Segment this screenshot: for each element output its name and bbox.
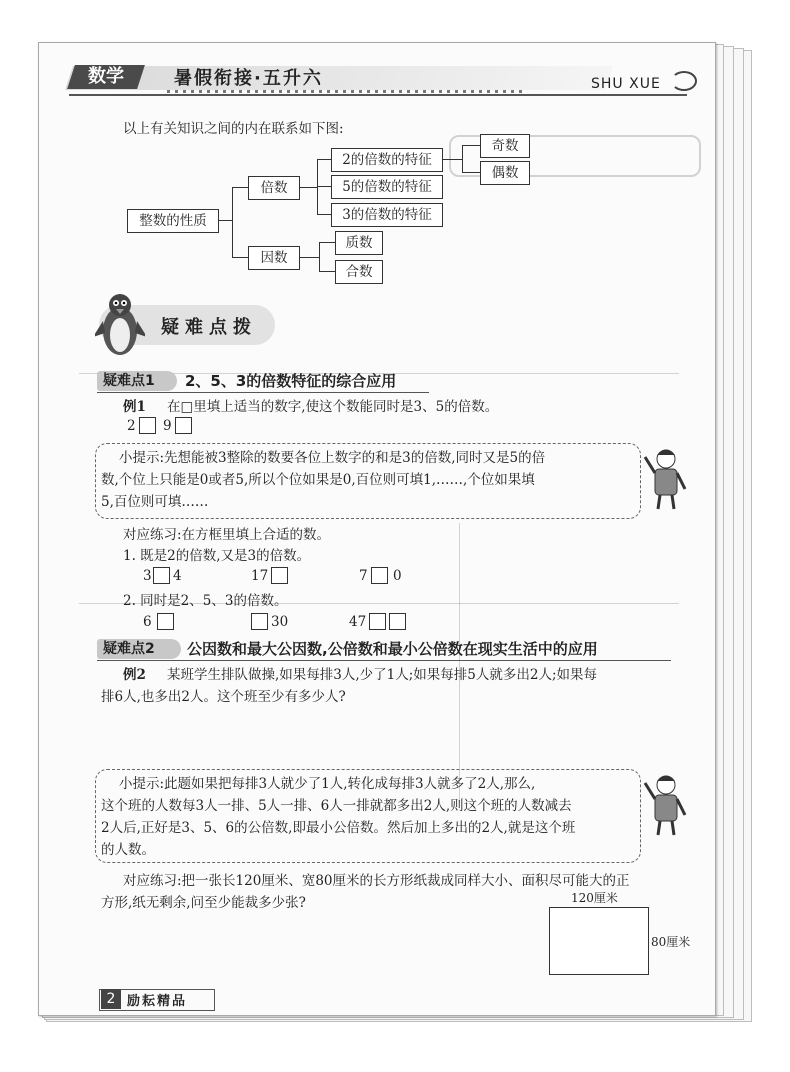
practice-digit: 30 (271, 614, 289, 630)
connector (299, 187, 317, 188)
pinyin-label: SHU XUE (591, 76, 661, 92)
example-line: 某班学生排队做操,如果每排3人,少了1人;如果每排5人就多出2人;如果每 (167, 667, 598, 683)
practice-question: 1. 既是2的倍数,又是3的倍数。 (123, 548, 311, 564)
connector (462, 145, 463, 173)
diagram-feature-3: 3的倍数的特征 (331, 203, 443, 227)
answer-box[interactable] (175, 417, 192, 434)
diagram-odd: 奇数 (480, 134, 530, 158)
connector (317, 186, 331, 187)
example-digit: 9 (163, 418, 172, 434)
teacher-illustration (643, 445, 689, 511)
connector (319, 242, 320, 272)
connector (232, 187, 233, 258)
diagram-prime: 质数 (335, 231, 383, 255)
practice-digit: 3 (143, 568, 152, 584)
hint-line: 小提示:先想能被3整除的数要各位上数字的和是3的倍数,同时又是5的倍 (119, 450, 546, 466)
subject-label: 数学 (88, 66, 124, 87)
answer-box[interactable] (271, 567, 288, 584)
intro-text: 以上有关知识之间的内在联系如下图: (123, 121, 344, 137)
diagram-factor: 因数 (248, 246, 300, 270)
connector (232, 187, 248, 188)
diagram-feature-2: 2的倍数的特征 (331, 148, 443, 172)
answer-box[interactable] (369, 613, 386, 630)
header-rule (69, 94, 687, 96)
book-title: 暑假衔接·五升六 (174, 68, 323, 89)
banner-label: 疑难点拨 (161, 317, 257, 338)
example-text-1: 在□里填上适当的数字,使这个数能同时是3、5的倍数。 (167, 399, 499, 415)
example-label-2: 例2 (123, 667, 146, 683)
practice-digit: 6 (143, 614, 152, 630)
connector (232, 257, 248, 258)
penguin-icon (95, 289, 145, 359)
connector (317, 159, 331, 160)
answer-box[interactable] (157, 613, 174, 630)
practice-digit: 17 (251, 568, 269, 584)
practice-digit: 7 (359, 568, 368, 584)
connector (319, 271, 335, 272)
practice-question: 2. 同时是2、5、3的倍数。 (123, 593, 288, 609)
section-title-1: 2、5、3的倍数特征的综合应用 (185, 372, 397, 390)
teacher-illustration (643, 771, 689, 837)
diagram-feature-5: 5的倍数的特征 (331, 175, 443, 199)
rect-height-label: 80厘米 (651, 935, 691, 949)
answer-box[interactable] (153, 567, 170, 584)
practice-digit: 47 (349, 614, 367, 630)
practice-intro-1: 对应练习:在方框里填上合适的数。 (123, 527, 331, 543)
header-band (65, 66, 613, 90)
connector (317, 214, 331, 215)
subject-tag (67, 65, 145, 89)
practice-digit: 0 (393, 568, 402, 584)
answer-box[interactable] (251, 613, 268, 630)
hint-line: 的人数。 (101, 842, 155, 858)
diagram-multiple: 倍数 (248, 176, 300, 200)
example-digit: 2 (127, 418, 136, 434)
workbook-page (38, 42, 716, 1016)
example-line: 排6人,也多出2人。这个班至少有多少人? (101, 689, 346, 705)
rect-width-label: 120厘米 (571, 891, 618, 905)
hint-line: 2人后,正好是3、5、6的公倍数,即最小公倍数。然后加上多出的2人,就是这个班 (101, 820, 576, 836)
connector (319, 242, 335, 243)
practice-line: 方形,纸无剩余,问至少能裁多少张? (101, 895, 306, 911)
page-number: 2 (101, 989, 121, 1009)
section-tag-1: 疑难点1 (97, 371, 177, 391)
diagram-even: 偶数 (480, 161, 530, 185)
answer-box[interactable] (389, 613, 406, 630)
hint-line: 这个班的人数每3人一排、5人一排、6人一排就都多出2人,则这个班的人数减去 (101, 798, 572, 814)
answer-box[interactable] (371, 567, 388, 584)
header-dots (167, 90, 527, 93)
connector (218, 220, 232, 221)
paper-rectangle (549, 907, 649, 975)
hint-line: 小提示:此题如果把每排3人就少了1人,转化成每排3人就多了2人,那么, (119, 776, 536, 792)
footer-label: 励耘精品 (127, 994, 188, 1009)
hint-line: 数,个位上只能是0或者5,所以个位如果是0,百位则可填1,……,个位如果填 (101, 472, 535, 488)
answer-box[interactable] (139, 417, 156, 434)
hint-line: 5,百位则可填…… (101, 494, 209, 510)
section-underline (97, 392, 429, 393)
connector (442, 159, 462, 160)
swirl-icon (671, 71, 697, 91)
connector (462, 145, 480, 146)
connector (299, 257, 319, 258)
connector (462, 172, 480, 173)
connector (317, 159, 318, 215)
example-label-1: 例1 (123, 399, 146, 415)
diagram-root: 整数的性质 (127, 209, 219, 233)
section-underline (97, 660, 671, 661)
diagram-composite: 合数 (335, 260, 383, 284)
practice-line: 对应练习:把一张长120厘米、宽80厘米的长方形纸裁成同样大小、面积尽可能大的正 (123, 873, 630, 889)
practice-digit: 4 (173, 568, 182, 584)
section-tag-2: 疑难点2 (97, 639, 181, 659)
section-title-2: 公因数和最大公因数,公倍数和最小公倍数在现实生活中的应用 (187, 640, 598, 658)
